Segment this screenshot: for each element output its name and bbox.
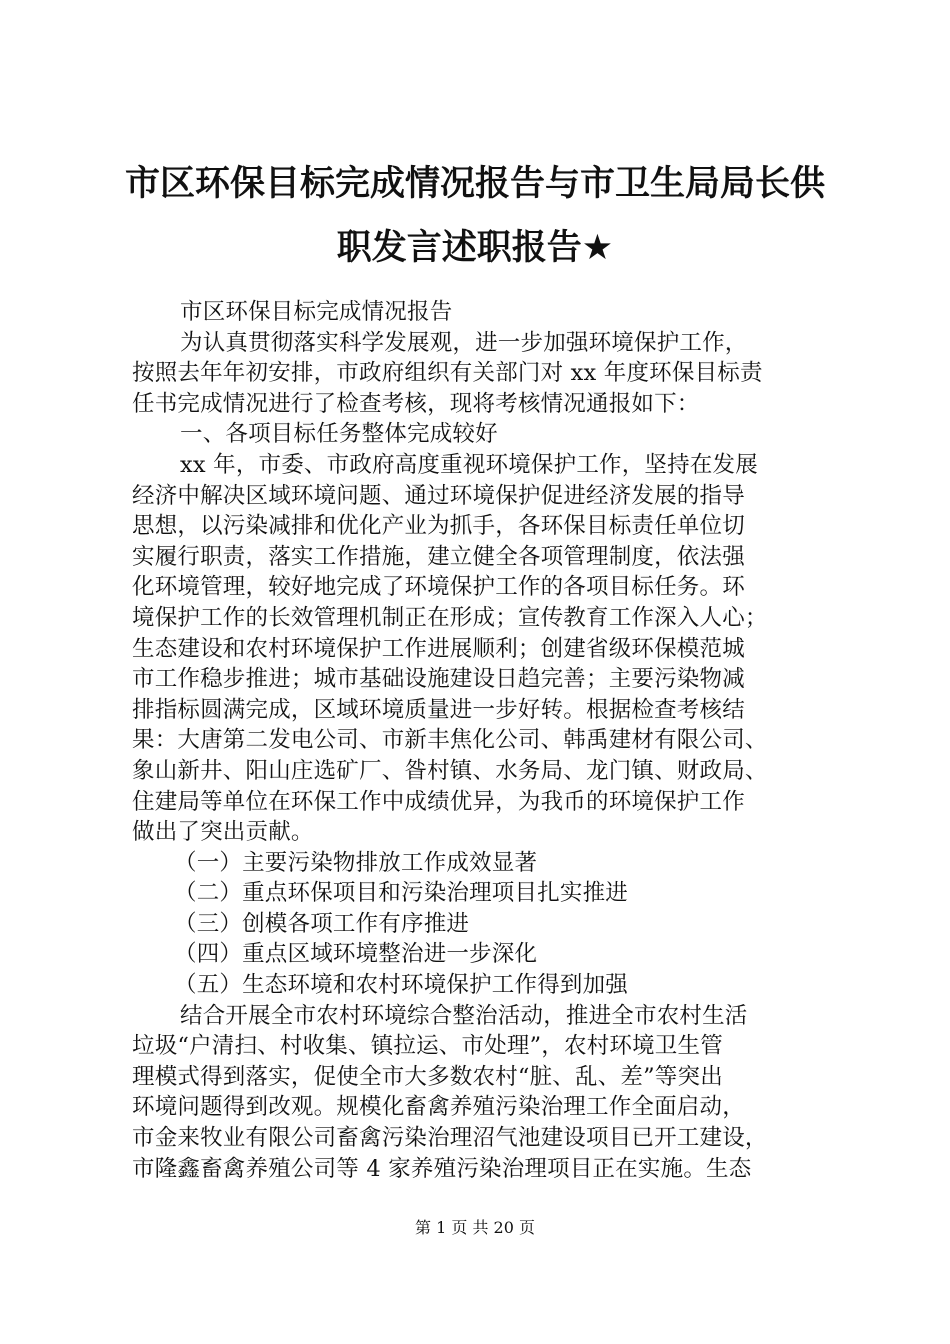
subsection-heading: （四）重点区域环境整治进一步深化	[174, 941, 538, 968]
paragraph-line: 境保护工作的长效管理机制正在形成；宣传教育工作深入人心；	[132, 604, 768, 631]
paragraph-line: 垃圾“户清扫、村收集、镇拉运、市处理”，农村环境卫生管	[132, 1033, 723, 1060]
paragraph-line: 化环境管理，较好地完成了环境保护工作的各项目标任务。环	[132, 574, 745, 601]
paragraph-line: 象山新井、阳山庄选矿厂、昝村镇、水务局、龙门镇、财政局、	[132, 757, 768, 784]
paragraph-line: 做出了突出贡献。	[132, 819, 314, 846]
paragraph-line: 排指标圆满完成，区域环境质量进一步好转。根据检查考核结	[132, 696, 745, 723]
paragraph-line: xx 年，市委、市政府高度重视环境保护工作，坚持在发展	[180, 451, 758, 478]
section-heading: 市区环保目标完成情况报告	[180, 299, 453, 325]
paragraph-line: 经济中解决区域环境问题、通过环境保护促进经济发展的指导	[132, 482, 745, 509]
paragraph-line: 结合开展全市农村环境综合整治活动，推进全市农村生活	[180, 1002, 748, 1029]
paragraph-line: 理模式得到落实，促使全市大多数农村“脏、乱、差”等突出	[132, 1063, 723, 1090]
paragraph-line: 按照去年年初安排，市政府组织有关部门对 xx 年度环保目标责	[132, 360, 763, 387]
paragraph-line: 市金来牧业有限公司畜禽污染治理沼气池建设项目已开工建设，	[132, 1125, 768, 1152]
subsection-heading: （一）主要污染物排放工作成效显著	[174, 849, 538, 876]
paragraph-line: 住建局等单位在环保工作中成绩优异，为我币的环境保护工作	[132, 788, 745, 815]
document-title-line-1: 市区环保目标完成情况报告与市卫生局局长供	[124, 164, 825, 204]
paragraph-line: 生态建设和农村环境保护工作进展顺利；创建省级环保模范城	[132, 635, 745, 662]
page-footer: 第 1 页 共 20 页	[415, 1218, 535, 1237]
paragraph-line: 任书完成情况进行了检查考核，现将考核情况通报如下：	[132, 390, 700, 417]
paragraph-line: 思想，以污染减排和优化产业为抓手，各环保目标责任单位切	[132, 513, 745, 540]
paragraph-line: 为认真贯彻落实科学发展观，进一步加强环境保护工作，	[180, 329, 748, 356]
subsection-heading: （五）生态环境和农村环境保护工作得到加强	[174, 972, 629, 999]
subsection-heading: （二）重点环保项目和污染治理项目扎实推进	[174, 880, 629, 907]
paragraph-line: 实履行职责，落实工作措施，建立健全各项管理制度，依法强	[132, 543, 745, 570]
paragraph-line: 市隆鑫畜禽养殖公司等 4 家养殖污染治理项目正在实施。生态	[132, 1155, 752, 1182]
document-title-line-2: 职发言述职报告★	[336, 228, 614, 268]
paragraph-line: 果：大唐第二发电公司、市新丰焦化公司、韩禹建材有限公司、	[132, 727, 768, 754]
section-heading: 一、各项目标任务整体完成较好	[180, 421, 498, 448]
paragraph-line: 环境问题得到改观。规模化畜禽养殖污染治理工作全面启动，	[132, 1094, 745, 1121]
subsection-heading: （三）创模各项工作有序推进	[174, 910, 470, 937]
document-body	[132, 297, 828, 1184]
paragraph-line: 市工作稳步推进；城市基础设施建设日趋完善；主要污染物减	[132, 666, 745, 693]
